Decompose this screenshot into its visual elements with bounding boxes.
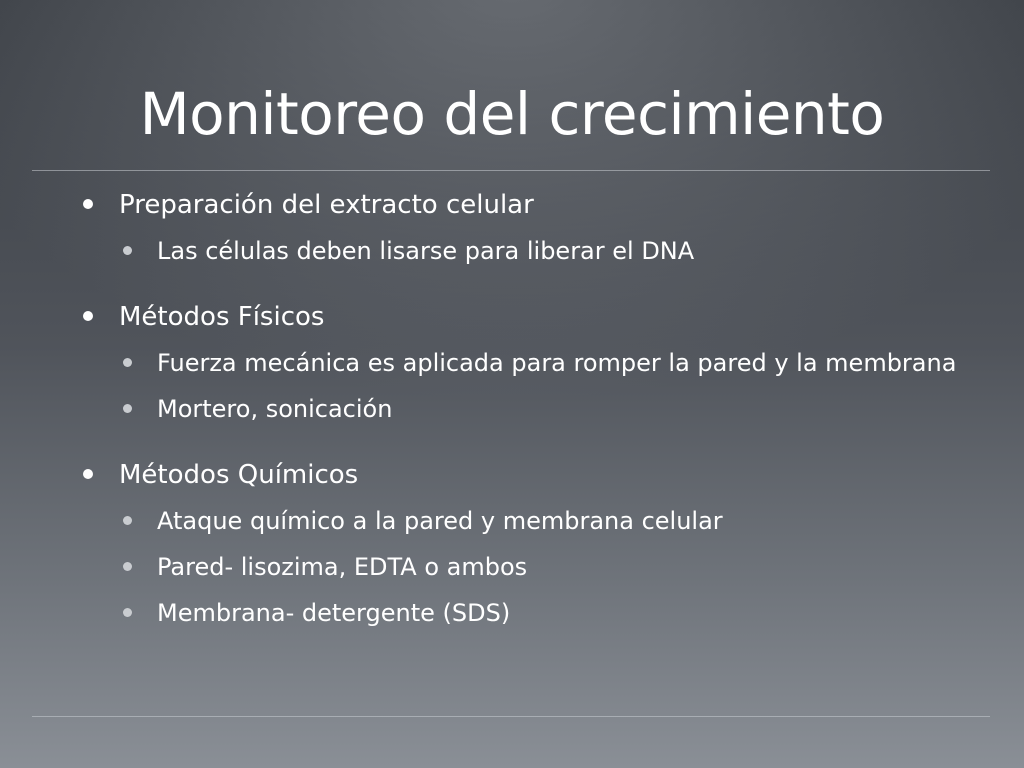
bullet-dot-icon [123, 608, 132, 617]
bullet-level2 [80, 549, 960, 586]
bullet-dot-icon [123, 358, 132, 367]
bullet-level1 [80, 186, 960, 224]
bullet-level2 [80, 503, 960, 540]
bullet-text: Métodos Físicos [119, 302, 325, 332]
bullet-text: Métodos Químicos [119, 460, 359, 490]
bullet-text: Membrana- detergente (SDS) [157, 599, 511, 627]
bullet-level2 [80, 595, 960, 632]
bullet-text: Preparación del extracto celular [119, 190, 534, 220]
bullet-dot-icon [83, 469, 93, 479]
bullet-dot-icon [83, 311, 93, 321]
bullet-text: Fuerza mecánica es aplicada para romper la pared y la membrana [157, 349, 957, 377]
title-divider [32, 170, 990, 171]
bullet-level1 [80, 298, 960, 336]
bullet-text: Mortero, sonicación [157, 395, 393, 423]
slide-title: Monitoreo del crecimiento [139, 80, 885, 148]
bullet-dot-icon [83, 199, 93, 209]
footer-divider [32, 716, 990, 717]
bullet-list [80, 186, 960, 632]
bullet-level2 [80, 345, 960, 382]
bullet-text: Ataque químico a la pared y membrana celular [157, 507, 723, 535]
bullet-dot-icon [123, 562, 132, 571]
bullet-dot-icon [123, 246, 132, 255]
bullet-dot-icon [123, 516, 132, 525]
bullet-level1 [80, 456, 960, 494]
bullet-level2 [80, 391, 960, 428]
bullet-text: Pared- lisozima, EDTA o ambos [157, 553, 528, 581]
bullet-dot-icon [123, 404, 132, 413]
bullet-text: Las células deben lisarse para liberar el DNA [157, 237, 695, 265]
bullet-level2 [80, 233, 960, 270]
